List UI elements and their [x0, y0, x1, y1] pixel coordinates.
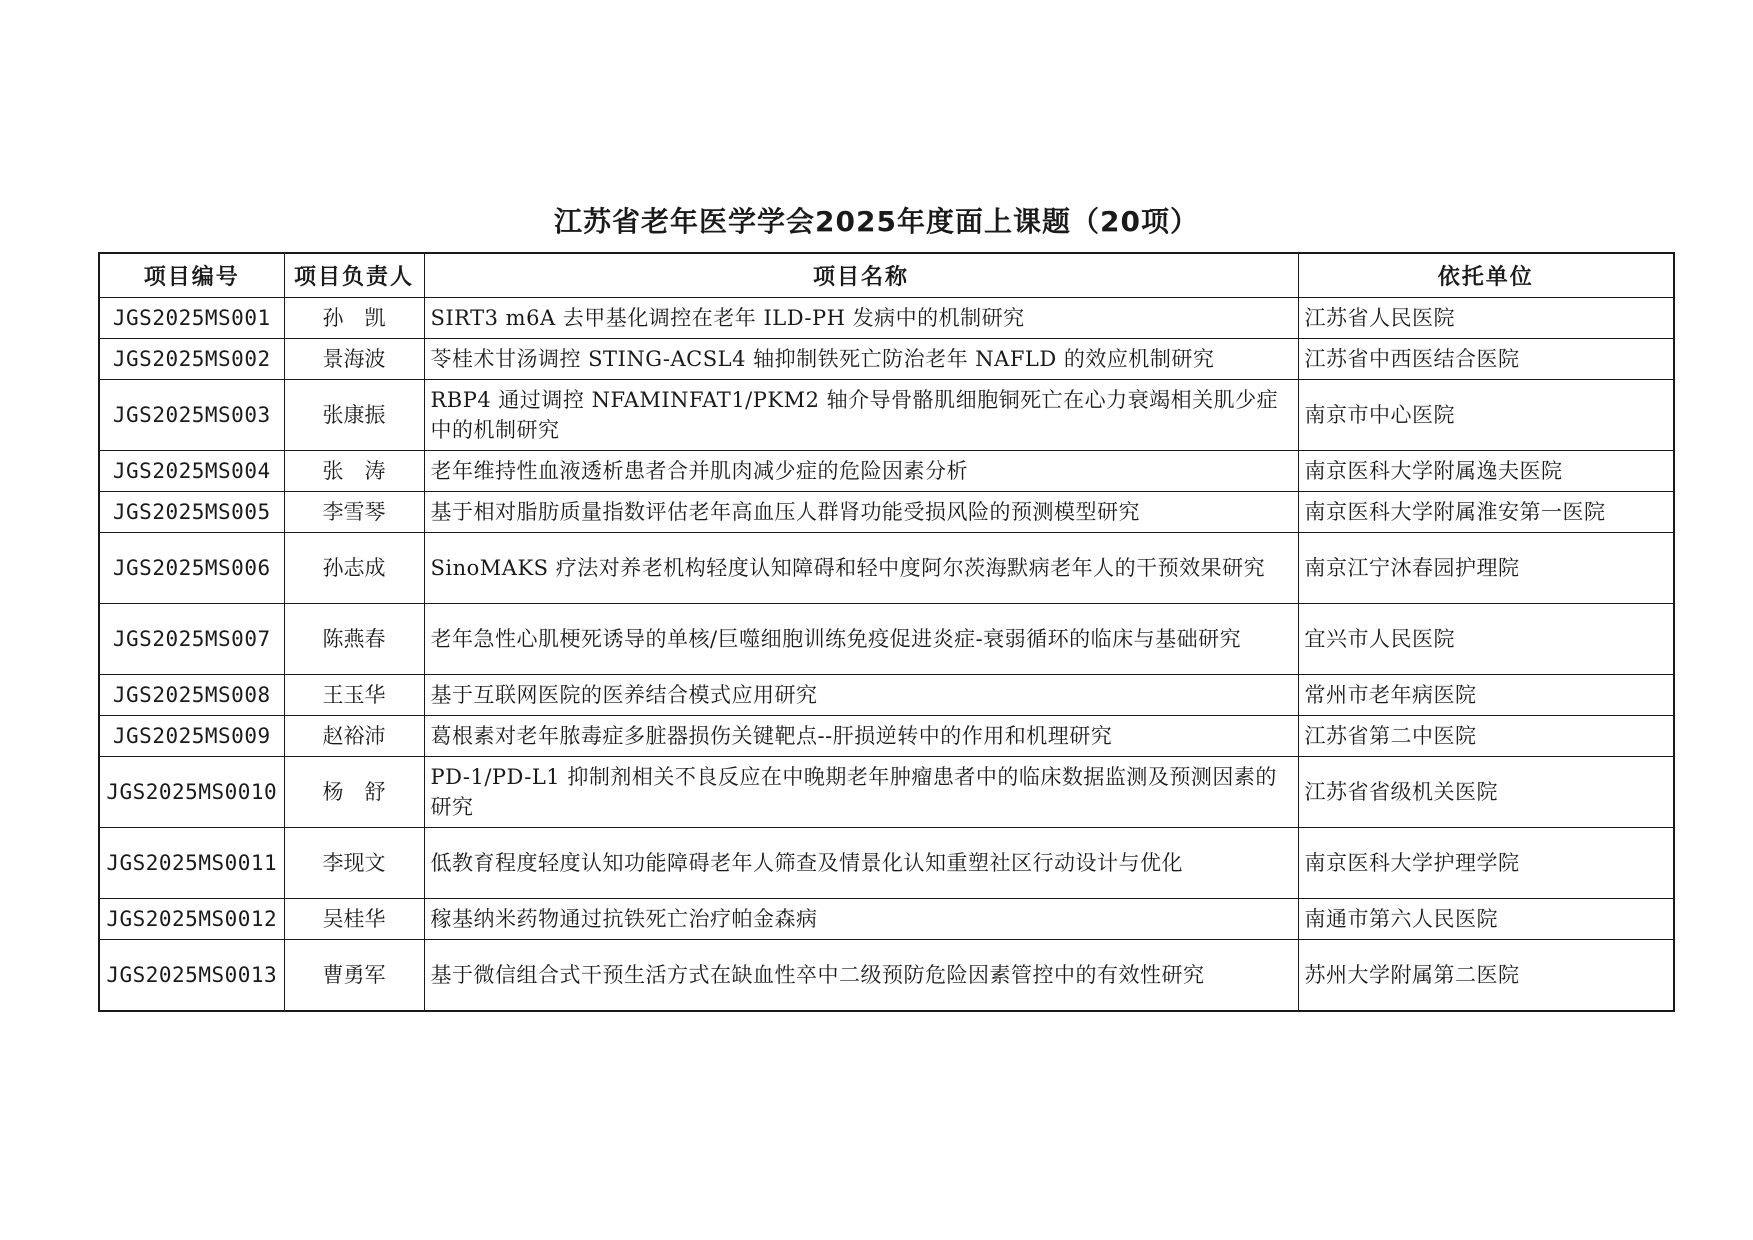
table-row: [99, 492, 1674, 533]
project-name-cell: 老年维持性血液透析患者合并肌肉减少症的危险因素分析: [424, 451, 1298, 492]
table-row: [99, 339, 1674, 380]
project-code-cell: JGS2025MS0012: [99, 899, 284, 940]
project-name-cell: RBP4 通过调控 NFAMINFAT1/PKM2 轴介导骨骼肌细胞铜死亡在心力衰竭相关肌少症中的机制研究: [424, 380, 1298, 451]
table-row: [99, 716, 1674, 757]
project-code-cell: JGS2025MS009: [99, 716, 284, 757]
project-org-cell: 江苏省第二中医院: [1298, 716, 1674, 757]
project-name-cell: 基于相对脂肪质量指数评估老年高血压人群肾功能受损风险的预测模型研究: [424, 492, 1298, 533]
table-row: [99, 675, 1674, 716]
project-org-cell: 南京医科大学护理学院: [1298, 828, 1674, 899]
table-row: [99, 451, 1674, 492]
project-name-cell: 低教育程度轻度认知功能障碍老年人筛查及情景化认知重塑社区行动设计与优化: [424, 828, 1298, 899]
project-leader-cell: 赵裕沛: [284, 716, 424, 757]
project-code-cell: JGS2025MS0010: [99, 757, 284, 828]
project-leader-cell: 吴桂华: [284, 899, 424, 940]
project-leader-cell: 杨 舒: [284, 757, 424, 828]
project-org-cell: 江苏省人民医院: [1298, 298, 1674, 339]
project-code-cell: JGS2025MS008: [99, 675, 284, 716]
project-code-cell: JGS2025MS002: [99, 339, 284, 380]
project-leader-cell: 曹勇军: [284, 940, 424, 1012]
table-row: [99, 380, 1674, 451]
project-name-cell: SIRT3 m6A 去甲基化调控在老年 ILD-PH 发病中的机制研究: [424, 298, 1298, 339]
project-name-cell: 老年急性心肌梗死诱导的单核/巨噬细胞训练免疫促进炎症-衰弱循环的临床与基础研究: [424, 604, 1298, 675]
column-header-leader: 项目负责人: [284, 253, 424, 298]
project-leader-cell: 张康振: [284, 380, 424, 451]
project-code-cell: JGS2025MS003: [99, 380, 284, 451]
project-code-cell: JGS2025MS004: [99, 451, 284, 492]
project-code-cell: JGS2025MS007: [99, 604, 284, 675]
table-row: [99, 757, 1674, 828]
project-org-cell: 江苏省省级机关医院: [1298, 757, 1674, 828]
project-code-cell: JGS2025MS0013: [99, 940, 284, 1012]
table-row: [99, 828, 1674, 899]
project-code-cell: JGS2025MS005: [99, 492, 284, 533]
project-code-cell: JGS2025MS0011: [99, 828, 284, 899]
table-row: [99, 604, 1674, 675]
project-org-cell: 南京医科大学附属逸夫医院: [1298, 451, 1674, 492]
project-org-cell: 南通市第六人民医院: [1298, 899, 1674, 940]
project-org-cell: 南京医科大学附属淮安第一医院: [1298, 492, 1674, 533]
project-name-cell: SinoMAKS 疗法对养老机构轻度认知障碍和轻中度阿尔茨海默病老年人的干预效果研究: [424, 533, 1298, 604]
project-leader-cell: 孙 凯: [284, 298, 424, 339]
project-org-cell: 南京江宁沐春园护理院: [1298, 533, 1674, 604]
project-leader-cell: 陈燕春: [284, 604, 424, 675]
project-org-cell: 常州市老年病医院: [1298, 675, 1674, 716]
project-leader-cell: 孙志成: [284, 533, 424, 604]
project-org-cell: 江苏省中西医结合医院: [1298, 339, 1674, 380]
project-name-cell: 基于互联网医院的医养结合模式应用研究: [424, 675, 1298, 716]
project-org-cell: 苏州大学附属第二医院: [1298, 940, 1674, 1012]
project-leader-cell: 景海波: [284, 339, 424, 380]
column-header-org: 依托单位: [1298, 253, 1674, 298]
column-header-name: 项目名称: [424, 253, 1298, 298]
page-title: 江苏省老年医学学会2025年度面上课题（20项）: [554, 205, 1199, 238]
table-header-row: [99, 253, 1674, 298]
project-leader-cell: 李现文: [284, 828, 424, 899]
project-name-cell: 稼基纳米药物通过抗铁死亡治疗帕金森病: [424, 899, 1298, 940]
project-code-cell: JGS2025MS006: [99, 533, 284, 604]
project-name-cell: 苓桂术甘汤调控 STING-ACSL4 轴抑制铁死亡防治老年 NAFLD 的效应机制研究: [424, 339, 1298, 380]
project-leader-cell: 张 涛: [284, 451, 424, 492]
projects-table: [98, 252, 1675, 1012]
table-row: [99, 940, 1674, 1012]
project-org-cell: 宜兴市人民医院: [1298, 604, 1674, 675]
project-code-cell: JGS2025MS001: [99, 298, 284, 339]
project-org-cell: 南京市中心医院: [1298, 380, 1674, 451]
table-row: [99, 298, 1674, 339]
project-leader-cell: 王玉华: [284, 675, 424, 716]
project-leader-cell: 李雪琴: [284, 492, 424, 533]
table-row: [99, 533, 1674, 604]
table-row: [99, 899, 1674, 940]
project-name-cell: PD-1/PD-L1 抑制剂相关不良反应在中晚期老年肿瘤患者中的临床数据监测及预测因素的研究: [424, 757, 1298, 828]
column-header-code: 项目编号: [99, 253, 284, 298]
project-name-cell: 葛根素对老年脓毒症多脏器损伤关键靶点--肝损逆转中的作用和机理研究: [424, 716, 1298, 757]
project-name-cell: 基于微信组合式干预生活方式在缺血性卒中二级预防危险因素管控中的有效性研究: [424, 940, 1298, 1012]
